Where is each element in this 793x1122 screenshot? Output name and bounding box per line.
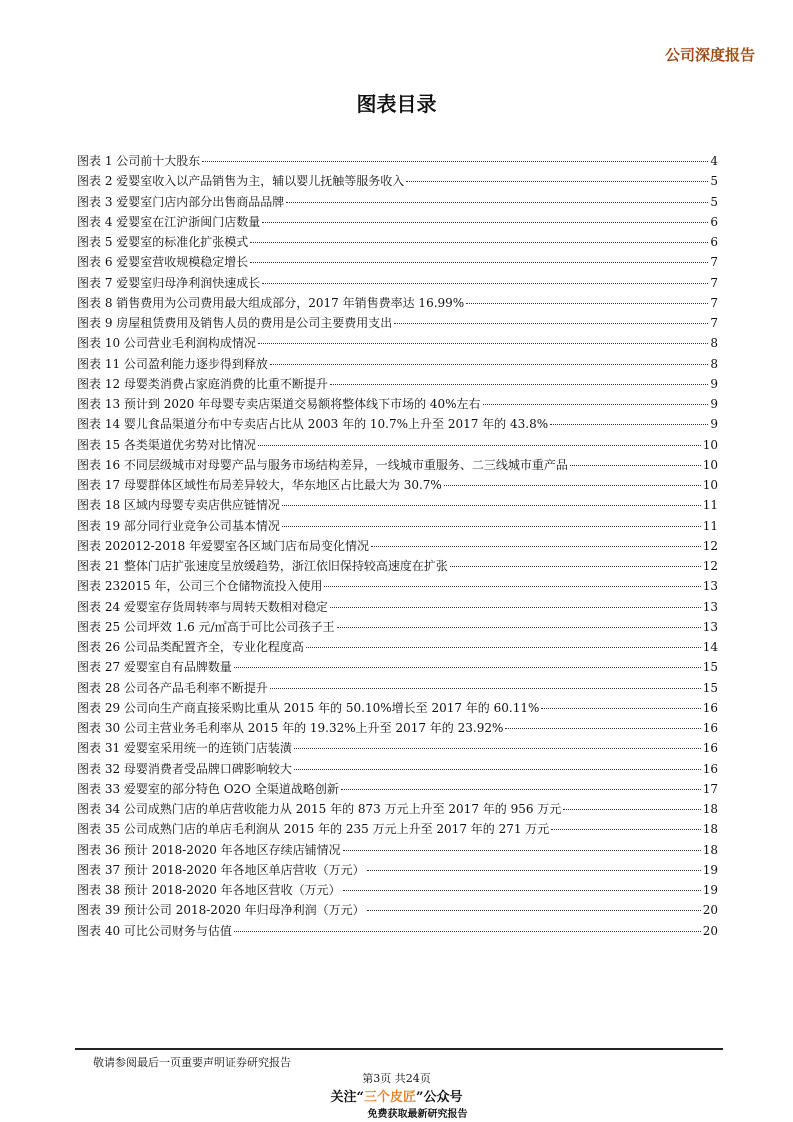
toc-entry-label: 图表 25 公司坪效 1.6 元/㎡高于可比公司孩子王 (77, 619, 335, 634)
toc-entry[interactable] (77, 718, 718, 738)
toc-entry-page: 13 (702, 579, 718, 594)
toc-entry-label: 图表 36 预计 2018-2020 年各地区存续店铺情况 (77, 842, 341, 857)
disclaimer-text: 敬请参阅最后一页重要声明证券研究报告 (93, 1056, 291, 1069)
dot-leader (282, 526, 701, 527)
dot-leader (324, 586, 700, 587)
toc-entry[interactable] (77, 657, 718, 677)
toc-entry[interactable] (77, 212, 718, 232)
toc-entry-page: 7 (710, 295, 718, 310)
toc-entry-page: 9 (710, 376, 718, 391)
dot-leader (343, 890, 701, 891)
toc-entry[interactable] (77, 192, 718, 212)
toc-entry[interactable] (77, 900, 718, 920)
dot-leader (286, 202, 708, 203)
dot-leader (551, 829, 700, 830)
dot-leader (444, 485, 701, 486)
toc-entry-page: 20 (702, 903, 718, 918)
toc-entry-page: 12 (702, 559, 718, 573)
toc-entry-page: 9 (710, 397, 718, 411)
toc-entry[interactable] (77, 880, 718, 900)
toc-entry-label: 图表 232015 年，公司三个仓储物流投入使用 (77, 579, 323, 594)
toc-entry[interactable] (77, 556, 718, 576)
toc-entry-label: 图表 16 不同层级城市对母婴产品与服务市场结构差异，一线城市重服务、二三线城市重产品 (77, 457, 568, 472)
toc-entry[interactable] (77, 435, 718, 455)
dot-leader (341, 789, 701, 790)
toc-entry[interactable] (77, 516, 718, 536)
toc-entry-page: 9 (710, 417, 718, 432)
toc-entry-label: 图表 10 公司营业毛利润构成情况 (77, 336, 256, 351)
toc-entry-label: 图表 32 母婴消费者受品牌口碑影响较大 (77, 761, 292, 776)
toc-entry-label: 图表 8 销售费用为公司费用最大组成部分，2017 年销售费率达 16.99% (77, 295, 465, 310)
toc-entry[interactable] (77, 151, 718, 171)
toc-entry[interactable] (77, 252, 718, 272)
toc-entry-label: 图表 21 整体门店扩张速度呈放缓趋势，浙江依旧保持较高速度在扩张 (77, 559, 448, 573)
toc-entry-page: 12 (702, 538, 718, 553)
toc-entry[interactable] (77, 637, 718, 657)
toc-entry-label: 图表 13 预计到 2020 年母婴专卖店渠道交易额将整体线下市场的 40%左右 (77, 397, 481, 411)
dot-leader (202, 161, 708, 162)
dot-leader (270, 364, 708, 365)
dot-leader (367, 910, 701, 911)
dot-leader (367, 870, 701, 871)
follow-banner (0, 1086, 793, 1105)
toc-entry-page: 7 (710, 255, 718, 270)
toc-entry-label: 图表 27 爱婴室自有品牌数量 (77, 660, 232, 675)
toc-entry-label: 图表 17 母婴群体区域性布局差异较大，华东地区占比最大为 30.7% (77, 478, 442, 492)
page-title: 图表目录 (356, 92, 437, 116)
toc-entry[interactable] (77, 819, 718, 839)
toc-entry-page: 18 (702, 842, 718, 857)
toc-entry-label: 图表 14 婴儿食品渠道分布中专卖店占比从 2003 年的 10.7%上升至 2017 年的 43.8% (77, 417, 549, 432)
toc-entry-label: 图表 39 预计公司 2018-2020 年归母净利润（万元） (77, 903, 365, 918)
report-type-label: 公司深度报告 (664, 46, 755, 64)
dot-leader (258, 445, 701, 446)
toc-entry[interactable] (77, 759, 718, 779)
dot-leader (330, 607, 701, 608)
toc-entry-label: 图表 1 公司前十大股东 (77, 154, 201, 168)
dot-leader (541, 708, 700, 709)
toc-entry-page: 13 (702, 619, 718, 634)
free-reports-text: 免费获取最新研究报告 (367, 1109, 468, 1120)
toc-entry-page: 10 (702, 457, 718, 472)
toc-entry-label: 图表 40 可比公司财务与估值 (77, 923, 232, 938)
toc-entry-page: 16 (702, 721, 718, 735)
toc-entry[interactable] (77, 333, 718, 353)
toc-entry[interactable] (77, 698, 718, 718)
toc-entry[interactable] (77, 475, 718, 495)
toc-entry-label: 图表 31 爱婴室采用统一的连锁门店装潢 (77, 741, 292, 756)
toc-entry-label: 图表 26 公司品类配置齐全，专业化程度高 (77, 640, 304, 654)
toc-entry-page: 11 (702, 498, 718, 513)
toc-entry-page: 19 (702, 862, 718, 877)
toc-entry-page: 7 (710, 316, 718, 330)
toc-entry[interactable] (77, 536, 718, 556)
dot-leader (234, 667, 701, 668)
dot-leader (505, 728, 700, 729)
toc-entry[interactable] (77, 293, 718, 313)
toc-entry-label: 图表 29 公司向生产商直接采购比重从 2015 年的 50.10%增长至 2017 年的 60.11% (77, 700, 540, 715)
account-name: 三个皮匠 (363, 1090, 416, 1105)
dot-leader (262, 222, 708, 223)
toc-entry[interactable] (77, 394, 718, 414)
dot-leader (466, 303, 708, 304)
toc-entry[interactable] (77, 921, 718, 941)
toc-entry[interactable] (77, 273, 718, 293)
dot-leader (450, 566, 701, 567)
toc-entry-label: 图表 35 公司成熟门店的单店毛利润从 2015 年的 235 万元上升至 2017 年的 271 万元 (77, 822, 550, 837)
dot-leader (270, 688, 701, 689)
toc-entry-label: 图表 19 部分同行业竞争公司基本情况 (77, 518, 280, 533)
toc-entry-page: 15 (702, 680, 718, 695)
dot-leader (406, 181, 708, 182)
dot-leader (262, 283, 708, 284)
toc-entry-label: 图表 7 爱婴室归母净利润快速成长 (77, 275, 261, 290)
toc-entry-label: 图表 2 爱婴室收入以产品销售为主，辅以婴儿抚触等服务收入 (77, 174, 405, 189)
toc-entry[interactable] (77, 840, 718, 860)
toc-entry-label: 图表 38 预计 2018-2020 年各地区营收（万元） (77, 883, 341, 897)
dot-leader (294, 769, 701, 770)
toc-entry[interactable] (77, 414, 718, 434)
dot-leader (550, 424, 708, 425)
toc-entry-page: 5 (710, 194, 718, 209)
dot-leader (337, 627, 701, 628)
toc-entry-label: 图表 4 爱婴室在江沪浙闽门店数量 (77, 214, 261, 229)
toc-entry-label: 图表 37 预计 2018-2020 年各地区单店营收（万元） (77, 862, 365, 877)
toc-entry-page: 10 (702, 437, 718, 452)
dot-leader (294, 748, 701, 749)
toc-entry[interactable] (77, 617, 718, 637)
toc-entry[interactable] (77, 597, 718, 617)
toc-entry-page: 19 (702, 883, 718, 897)
toc-entry-page: 16 (702, 741, 718, 756)
toc-entry-label: 图表 30 公司主营业务毛利率从 2015 年的 19.32%上升至 2017 年的 23.92% (77, 721, 504, 735)
dot-leader (570, 465, 701, 466)
toc-entry-label: 图表 12 母婴类消费占家庭消费的比重不断提升 (77, 376, 328, 391)
toc-entry-label: 图表 28 公司各产品毛利率不断提升 (77, 680, 268, 695)
toc-entry-page: 15 (702, 660, 718, 675)
toc-entry[interactable] (77, 860, 718, 880)
toc-entry-page: 8 (710, 356, 718, 371)
toc-entry[interactable] (77, 455, 718, 475)
toc-entry[interactable] (77, 576, 718, 596)
dot-leader (258, 343, 708, 344)
toc-entry[interactable] (77, 495, 718, 515)
footer-divider (75, 1048, 723, 1050)
page-number: 第3页 共24页 (362, 1072, 431, 1085)
toc-entry-label: 图表 18 区域内母婴专卖店供应链情况 (77, 498, 280, 513)
dot-leader (394, 323, 708, 324)
toc-entry-label: 图表 24 爱婴室存货周转率与周转天数相对稳定 (77, 599, 328, 614)
toc-entry-label: 图表 9 房屋租赁费用及销售人员的费用是公司主要费用支出 (77, 316, 393, 330)
toc-entry[interactable] (77, 313, 718, 333)
dot-leader (306, 647, 701, 648)
dot-leader (343, 850, 701, 851)
toc-entry-page: 18 (702, 822, 718, 837)
toc-entry[interactable] (77, 232, 718, 252)
toc-entry-label: 图表 5 爱婴室的标准化扩张模式 (77, 235, 249, 249)
toc-entry-label: 图表 33 爱婴室的部分特色 O2O 全渠道战略创新 (77, 781, 339, 796)
toc-entry-page: 4 (710, 154, 718, 168)
toc-entry[interactable] (77, 779, 718, 799)
toc-entry[interactable] (77, 171, 718, 191)
toc-entry-label: 图表 202012-2018 年爱婴室各区域门店布局变化情况 (77, 538, 370, 553)
toc-entry-page: 11 (702, 518, 718, 533)
dot-leader (371, 546, 701, 547)
toc-entry-page: 18 (702, 802, 718, 816)
toc-entry-page: 7 (710, 275, 718, 290)
dot-leader (234, 931, 701, 932)
toc-entry-page: 16 (702, 761, 718, 776)
follow-prefix: 关注“ (330, 1090, 364, 1105)
follow-suffix: ”公众号 (416, 1090, 463, 1105)
toc-entry-label: 图表 15 各类渠道优劣势对比情况 (77, 437, 256, 452)
dot-leader (330, 384, 708, 385)
toc-entry-page: 16 (702, 700, 718, 715)
toc-entry-page: 6 (710, 214, 718, 229)
toc-entry-page: 8 (710, 336, 718, 351)
dot-leader (483, 404, 709, 405)
toc-entry-label: 图表 11 公司盈利能力逐步得到释放 (77, 356, 268, 371)
dot-leader (250, 262, 708, 263)
toc-entry[interactable] (77, 738, 718, 758)
toc-entry[interactable] (77, 354, 718, 374)
toc-entry-page: 13 (702, 599, 718, 614)
toc-entry-page: 6 (710, 235, 718, 249)
dot-leader (250, 242, 708, 243)
toc-entry[interactable] (77, 799, 718, 819)
table-of-figures (77, 151, 718, 941)
toc-entry-page: 10 (702, 478, 718, 492)
toc-entry-page: 20 (702, 923, 718, 938)
toc-entry-page: 5 (710, 174, 718, 189)
toc-entry-label: 图表 6 爱婴室营收规模稳定增长 (77, 255, 249, 270)
toc-entry-label: 图表 34 公司成熟门店的单店营收能力从 2015 年的 873 万元上升至 2017 年的 956 万元 (77, 802, 562, 816)
toc-entry-page: 14 (702, 640, 718, 654)
toc-entry[interactable] (77, 374, 718, 394)
toc-entry-page: 17 (702, 781, 718, 796)
toc-entry-label: 图表 3 爱婴室门店内部分出售商品品牌 (77, 194, 285, 209)
toc-entry[interactable] (77, 678, 718, 698)
dot-leader (563, 809, 700, 810)
dot-leader (282, 505, 701, 506)
